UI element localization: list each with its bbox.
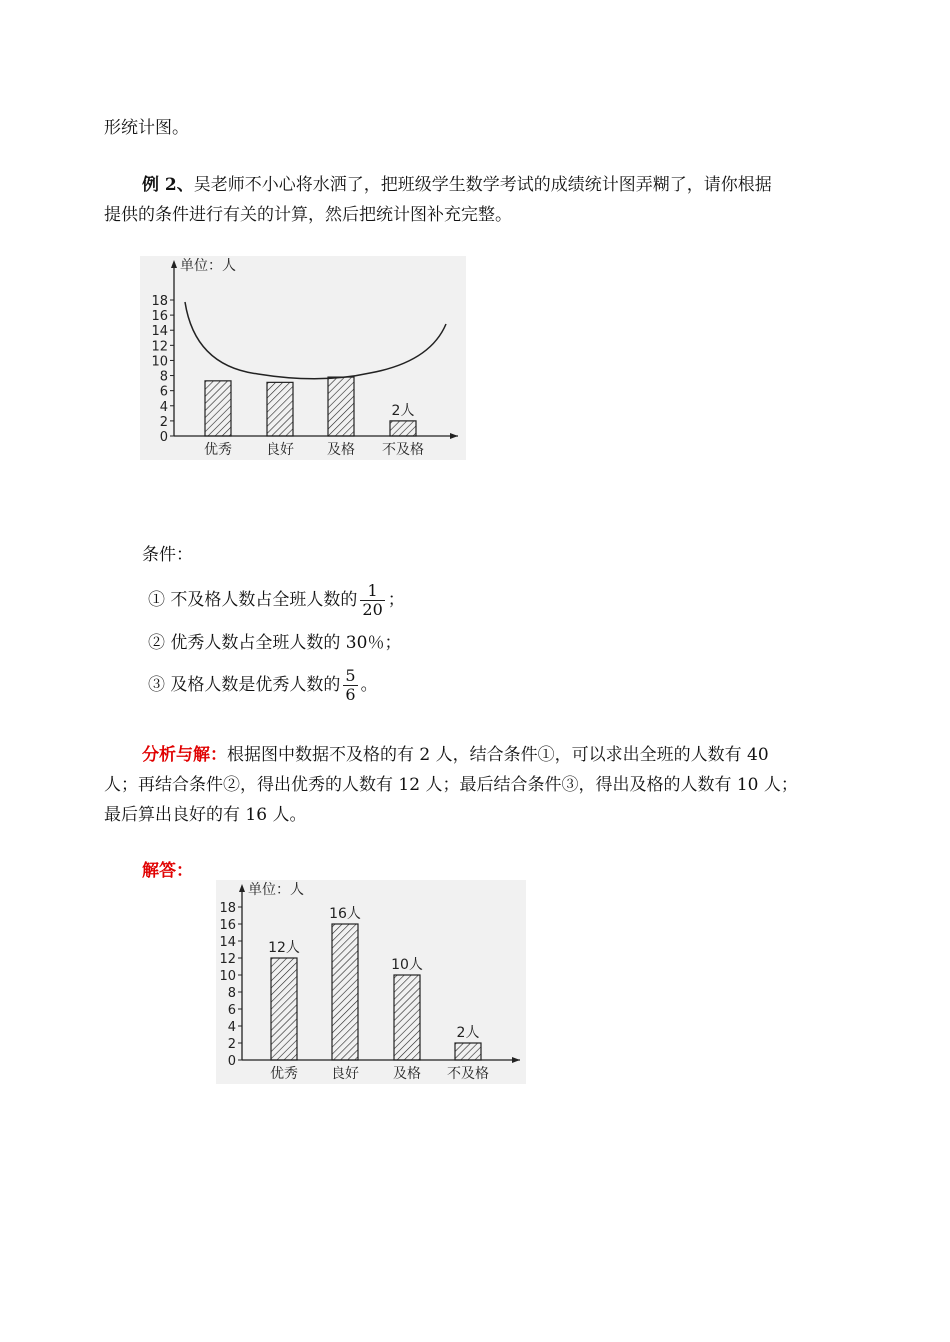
bar-value-label: 16人 — [329, 906, 361, 922]
y-tick-label: 6 — [159, 384, 168, 400]
answer-label: 解答： — [142, 861, 193, 881]
conditions-heading: 条件： — [142, 545, 193, 565]
example-text-1: 吴老师不小心将水洒了，把班级学生数学考试的成绩统计图弄糊了，请你根据 — [193, 175, 772, 195]
y-tick-label: 8 — [227, 986, 236, 1001]
y-axis-arrow — [239, 884, 245, 892]
bar-0 — [271, 958, 297, 1060]
x-category-label: 良好 — [266, 442, 294, 458]
bar-3 — [455, 1043, 481, 1060]
analysis-line-1 — [142, 740, 769, 770]
y-tick-label: 14 — [219, 935, 236, 950]
x-category-label: 良好 — [331, 1066, 359, 1082]
example-label: 例 2、 — [142, 175, 194, 195]
water-stain-curve — [185, 302, 446, 379]
y-tick-label: 18 — [151, 294, 168, 309]
y-tick-label: 16 — [219, 918, 236, 933]
bar-2 — [328, 377, 354, 436]
condition-2: ② 优秀人数占全班人数的 30％； — [148, 633, 402, 653]
bar-0 — [205, 381, 231, 436]
x-axis-arrow — [512, 1057, 520, 1063]
condition-1-suffix: ； — [387, 590, 405, 610]
y-tick-label: 0 — [227, 1054, 236, 1069]
condition-1-text: ① 不及格人数占全班人数的 — [148, 590, 358, 610]
fraction-1-20 — [360, 582, 384, 619]
y-tick-label: 12 — [219, 952, 236, 967]
y-tick-label: 6 — [227, 1003, 236, 1018]
fraction-denominator: 20 — [362, 600, 383, 619]
x-category-label: 及格 — [327, 442, 355, 458]
bar-value-label: 2人 — [456, 1025, 480, 1041]
condition-3 — [148, 667, 378, 704]
condition-3-text: ③ 及格人数是优秀人数的 — [148, 675, 341, 695]
fraction-denominator: 6 — [345, 685, 356, 704]
y-tick-label: 18 — [219, 901, 236, 916]
bar-1 — [267, 382, 293, 436]
bar-3 — [390, 421, 416, 436]
analysis-line-3: 最后算出良好的有 16 人。 — [104, 805, 307, 825]
y-tick-label: 4 — [159, 399, 168, 415]
blurred-chart — [140, 256, 466, 460]
y-tick-label: 2 — [227, 1037, 236, 1052]
y-tick-label: 0 — [159, 430, 168, 445]
x-axis-arrow — [450, 433, 458, 439]
y-tick-label: 8 — [159, 369, 168, 385]
example-line-1 — [142, 170, 772, 200]
fraction-numerator: 5 — [345, 666, 356, 685]
bar-2 — [394, 975, 420, 1060]
y-axis-arrow — [171, 260, 177, 268]
x-category-label: 优秀 — [270, 1066, 298, 1082]
x-category-label: 不及格 — [382, 442, 424, 458]
y-tick-label: 2 — [159, 414, 168, 430]
bar-value-label: 10人 — [391, 957, 423, 973]
condition-3-suffix: 。 — [360, 675, 378, 695]
intro-tail: 形统计图。 — [104, 118, 189, 138]
y-tick-label: 12 — [151, 339, 168, 355]
example-line-2: 提供的条件进行有关的计算，然后把统计图补充完整。 — [104, 205, 512, 225]
blurred-bar-chart — [140, 256, 466, 460]
completed-chart — [216, 880, 526, 1084]
x-category-label: 不及格 — [447, 1066, 489, 1082]
analysis-line-2: 人；再结合条件②，得出优秀的人数有 12 人；最后结合条件③，得出及格的人数有 10 人； — [104, 775, 798, 795]
bar-1 — [332, 924, 358, 1060]
bar-value-label: 2人 — [391, 402, 415, 419]
x-category-label: 优秀 — [204, 442, 232, 458]
y-tick-label: 10 — [219, 969, 236, 984]
fraction-numerator: 1 — [360, 582, 384, 601]
y-tick-label: 16 — [151, 309, 168, 325]
y-tick-label: 10 — [151, 354, 168, 370]
y-tick-label: 14 — [151, 324, 168, 340]
analysis-label: 分析与解： — [142, 745, 227, 765]
y-tick-label: 4 — [227, 1020, 236, 1035]
bar-value-label: 12人 — [268, 940, 300, 956]
analysis-text-1: 根据图中数据不及格的有 2 人，结合条件①，可以求出全班的人数有 40 — [227, 745, 769, 765]
condition-1 — [148, 582, 405, 619]
y-axis-unit-label: 单位：人 — [180, 258, 236, 274]
fraction-5-6 — [343, 667, 357, 704]
completed-bar-chart — [216, 880, 526, 1084]
y-axis-unit-label: 单位：人 — [248, 882, 304, 898]
x-category-label: 及格 — [393, 1066, 421, 1082]
